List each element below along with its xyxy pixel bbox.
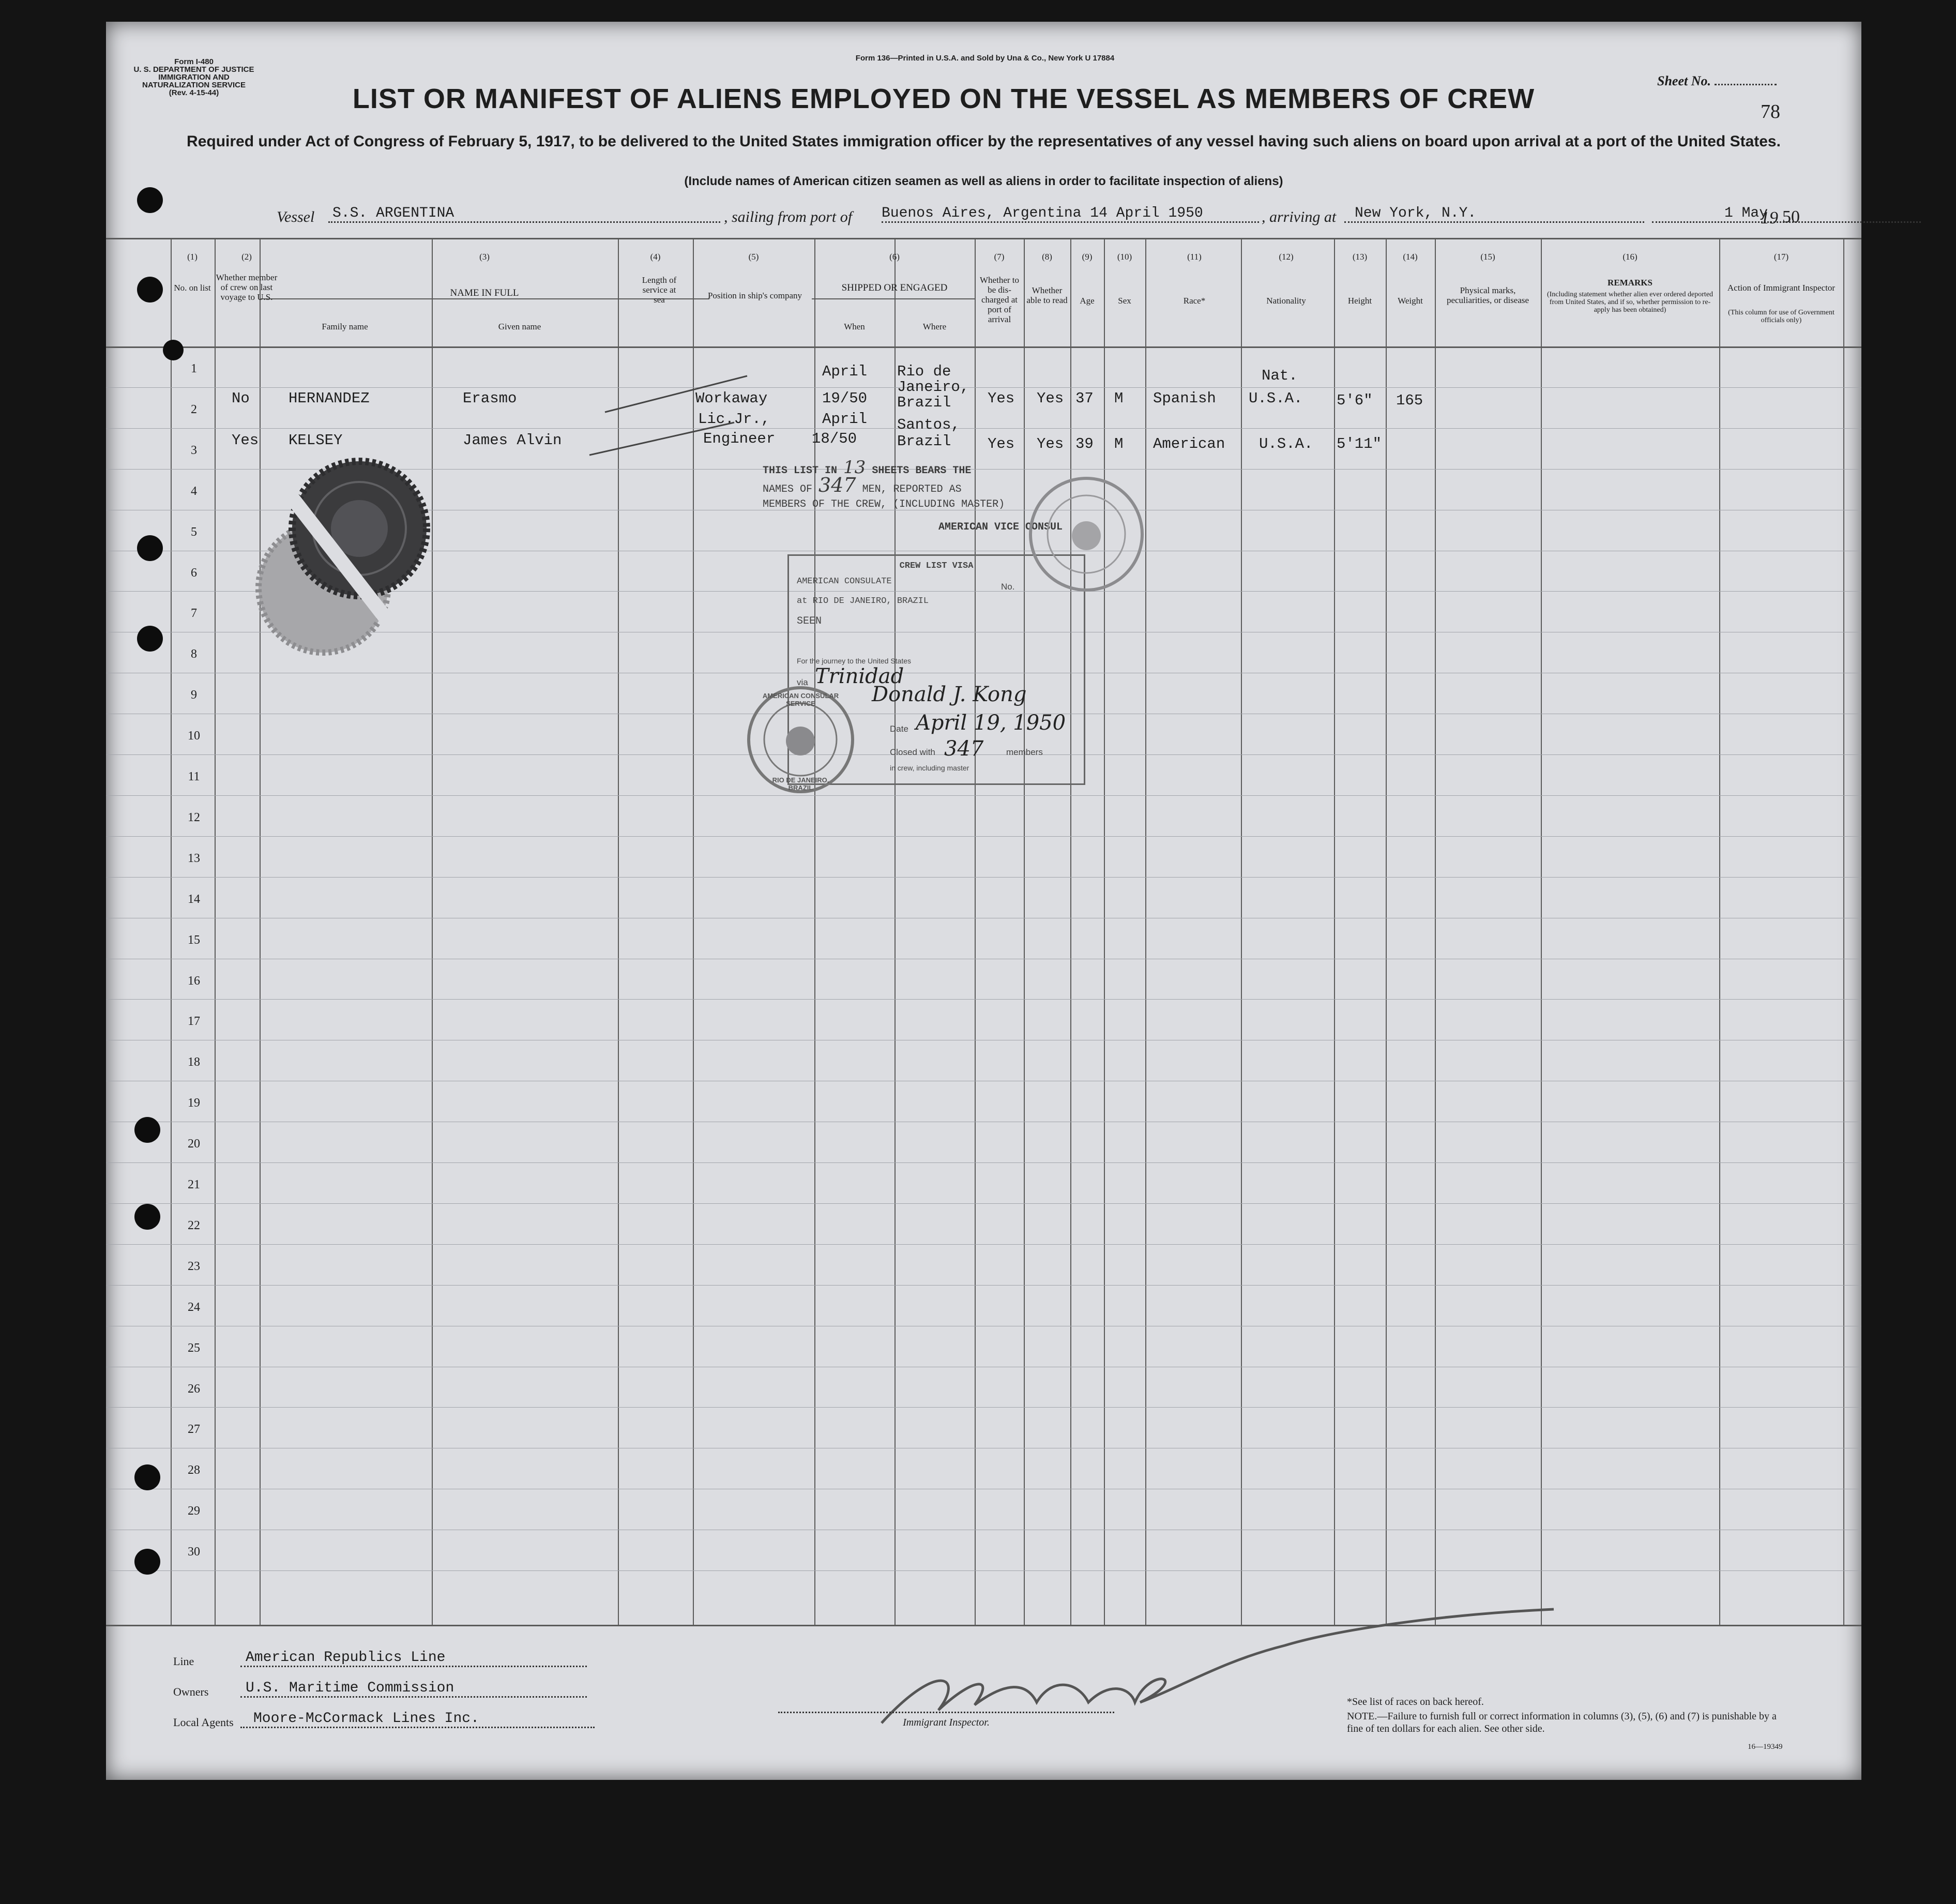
row-number: 1 xyxy=(191,362,197,375)
inspector-signature-line xyxy=(778,1712,1114,1713)
row-number: 28 xyxy=(188,1463,200,1477)
row-number: 25 xyxy=(188,1341,200,1355)
col-discharged-header: Whether to be dis-charged at port of arrival xyxy=(980,275,1019,324)
col-sex-header: Sex xyxy=(1118,296,1131,306)
row-number: 18 xyxy=(188,1055,200,1069)
col-name-header: NAME IN FULL xyxy=(450,288,519,298)
prev-voyage-cell: Yes xyxy=(232,432,259,449)
form-title: LIST OR MANIFEST OF ALIENS EMPLOYED ON THE VESSEL AS MEMBERS OF CREW xyxy=(352,83,1535,114)
col-remarks-subheader: (Including statement whether alien ever ordered deported from United States, and if so, whether permission to re-apply has been obtained) xyxy=(1546,291,1714,314)
col-where-header: Where xyxy=(922,322,947,331)
discharged-cell: Yes xyxy=(988,435,1015,452)
consular-seal-icon: AMERICAN CONSULAR SERVICE RIO DE JANEIRO, BRAZIL xyxy=(747,686,854,793)
col-previous-voyage-header: Whether member of crew on last voyage to U.S. xyxy=(216,273,278,302)
race-cell: Spanish xyxy=(1153,390,1216,407)
row-number: 29 xyxy=(188,1504,200,1518)
arrival-date: 1 May xyxy=(1652,205,1921,223)
visa-title: CREW LIST VISA xyxy=(899,561,974,571)
embossed-seal-icon xyxy=(220,454,447,660)
col-when-header: When xyxy=(844,322,865,331)
vessel-name: S.S. ARGENTINA xyxy=(328,205,720,223)
given-name-cell: Erasmo xyxy=(463,390,517,407)
revision: (Rev. 4-15-44) xyxy=(169,88,219,97)
family-name-cell: KELSEY xyxy=(289,432,343,449)
inspector-label: Immigrant Inspector. xyxy=(903,1717,990,1728)
sheets-count: 13 xyxy=(843,457,866,478)
col-weight-header: Weight xyxy=(1398,296,1423,306)
agents-value: Moore-McCormack Lines Inc. xyxy=(240,1711,595,1728)
col-read-header: Whether able to read xyxy=(1026,285,1068,305)
punch-hole-icon xyxy=(134,1464,160,1490)
sheet-number: 78 xyxy=(1761,101,1780,123)
visa-closed-count: 347 xyxy=(944,737,984,761)
col-family-name-header: Family name xyxy=(322,322,368,331)
age-cell: 39 xyxy=(1075,435,1094,452)
family-name-cell: HERNANDEZ xyxy=(289,390,370,407)
when-cell: April xyxy=(822,411,868,428)
row-number: 15 xyxy=(188,933,200,947)
col-shipped-header: SHIPPED OR ENGAGED xyxy=(841,282,948,293)
row-number: 5 xyxy=(191,525,197,539)
visa-via: Trinidad xyxy=(815,664,904,688)
row-number: 20 xyxy=(188,1137,200,1151)
vessel-label: Vessel xyxy=(277,208,315,225)
when-cell: April xyxy=(822,363,868,380)
races-note: *See list of races on back hereof. xyxy=(1347,1696,1484,1707)
crew-list-visa-stamp: CREW LIST VISA AMERICAN CONSULATE at RIO DE JANEIRO, BRAZIL No. SEEN For the journey to the United States via Trinidad Donald J. Kong Date April 19, 1950 Closed with 347 members in crew, including master xyxy=(787,554,1085,785)
row-number: 22 xyxy=(188,1219,200,1232)
agents-label: Local Agents xyxy=(173,1716,234,1729)
ditto-marks xyxy=(106,22,1861,1780)
col-action-subheader: (This column for use of Government officials only) xyxy=(1728,309,1834,324)
year-prefix: 19 xyxy=(1761,208,1778,228)
row-number: 14 xyxy=(188,893,200,906)
punch-hole-icon xyxy=(137,535,163,561)
col-given-name-header: Given name xyxy=(498,322,541,331)
row-number: 17 xyxy=(188,1015,200,1028)
row-number: 10 xyxy=(188,729,200,743)
form-number: Form I-480 xyxy=(174,57,214,66)
department: U. S. DEPARTMENT OF JUSTICE xyxy=(133,65,254,74)
year-suffix: 50 xyxy=(1782,207,1800,226)
where-cell: Rio de xyxy=(897,363,951,380)
punch-hole-icon xyxy=(134,1204,160,1230)
read-cell: Yes xyxy=(1037,435,1064,452)
col-nationality-header: Nationality xyxy=(1266,296,1306,306)
discharged-cell: Yes xyxy=(988,390,1015,407)
nationality-cell: Nat. xyxy=(1262,367,1298,384)
prev-voyage-cell: No xyxy=(232,390,250,407)
position-cell: Workaway xyxy=(695,390,768,407)
manifest-sheet: Form I-480 U. S. DEPARTMENT OF JUSTICE IMMIGRATION AND NATURALIZATION SERVICE (Rev. 4-15-44) Form 136—Printed in U.S.A. and Sold by Una & Co., New York U 17884 LIST OR MANIFEST OF ALIENS EMPLOYED ON THE VESSEL AS MEMBERS OF CREW Sheet No. 78 Required under Act of Congress of February 5, 1917, to be delivered to the United States immigration officer by the representatives of any vessel having such aliens on board upon arrival at a port of the United States. (Include names of American citizen seamen as well as aliens in order to facilitate inspection of aliens) Vessel S.S. ARGENTINA , sailing from port of Buenos Aires, Argentina 14 April 1950 , arriving at New York, N.Y. 1 May 19 50 (1) No. on list (2) Whether member of crew on last voyage to U.S. (3) NAME IN FULL Family name Given name (4) Length of service at sea (5) Position in ship's company (6) SHIPPED OR ENGAGED When Where (7) Whether to be dis-charged at port of arrival (8) Whether able to read (9) Age (10) Sex (11) Race* (12) Nationality (13) Height (14) Weight (15) Physical marks, peculiarities, or disease (16) REMARKS (Including statement whether alien ever ordered deported from United States, and if so, whether permission to re-apply has been obtained) (17) Action of Immigrant Inspector (This column for use of Government officials only) 1 2 3 4 5 6 7 8 9 10 11 12 13 14 15 16 17 18 19 20 21 22 23 24 25 26 27 28 29 30 No HERNANDEZ Erasmo Workaway April 19/50 Rio de Janeiro, Brazil Yes Yes 37 M Spanish Nat. U.S.A. 5'6" 165 Yes KELSEY James Alvin Lic.Jr., Engineer April 18/50 Santos, Brazil Yes Yes 39 M American U.S.A. 5'11" THIS LIST IN 13 SHEETS BEARS THE NAMES OF 347 MEN, REPORTED AS MEMBERS OF THE CREW, (INCLUDING MASTER) AMERICAN VICE CONSUL CREW LIST VISA AMERICAN CONSULATE at RIO DE JANEIRO, BRAZIL No. SEEN For the journey to the United States via Trinidad Donald J. Kong Date April 19, 1950 Closed with 347 members in crew, including master AMERICAN CONSULAR SERVICE RIO DE JANEIRO, BRAZIL Line American Republics Line Owners U.S. Maritime Commission Local Agents Moore-McCormack Lines Inc. Immigrant Inspector. *See list of races on back hereof. NOTE.—Failure to furnish full or correct information in columns (3), (5), (6) and (7) is punishable by a fine of ten dollars for each alien. See other side. 16—19349 xyxy=(106,22,1861,1780)
nationality-cell: U.S.A. xyxy=(1259,435,1313,452)
punch-hole-icon xyxy=(137,277,163,303)
age-cell: 37 xyxy=(1075,390,1094,407)
penalty-note: NOTE.—Failure to furnish full or correct information in columns (3), (5), (6) and (7) is punishable by a fine of ten dollars for each alien. See other side. xyxy=(1347,1711,1777,1734)
col-position-header: Position in ship's company xyxy=(707,291,802,300)
punch-hole-icon xyxy=(134,1117,160,1143)
row-number: 7 xyxy=(191,607,197,620)
weight-cell: 165 xyxy=(1396,392,1423,409)
sex-cell: M xyxy=(1114,390,1124,407)
row-number: 23 xyxy=(188,1260,200,1273)
crew-count-stamp: THIS LIST IN 13 SHEETS BEARS THE NAMES OF 347 MEN, REPORTED AS MEMBERS OF THE CREW, (INCLUDING MASTER) AMERICAN VICE CONSUL xyxy=(763,461,1228,534)
row-number: 30 xyxy=(188,1545,200,1559)
act-requirement: Required under Act of Congress of February 5, 1917, to be delivered to the United States immigration officer by the representatives of any vessel having such aliens on board upon arrival at a port of the United States. xyxy=(187,133,1781,150)
line-label: Line xyxy=(173,1655,194,1668)
row-number: 16 xyxy=(188,974,200,988)
form-code: 16—19349 xyxy=(1748,1743,1783,1751)
col-number-header: No. on list xyxy=(174,283,211,293)
height-cell: 5'11" xyxy=(1337,435,1382,452)
race-cell: American xyxy=(1153,435,1225,452)
arriving-at: New York, N.Y. xyxy=(1344,205,1644,223)
col-service-header: Length of service at sea xyxy=(642,275,677,305)
service: IMMIGRATION AND NATURALIZATION SERVICE xyxy=(142,73,246,89)
row-number: 26 xyxy=(188,1382,200,1396)
col-marks-header: Physical marks, peculiarities, or disease xyxy=(1446,285,1529,305)
col-remarks-header: REMARKS xyxy=(1608,278,1652,288)
row-number: 8 xyxy=(191,647,197,661)
vice-consul-label: AMERICAN VICE CONSUL xyxy=(938,521,1063,533)
row-number: 2 xyxy=(191,403,197,416)
row-number: 27 xyxy=(188,1423,200,1436)
sailing-label: , sailing from port of xyxy=(724,208,853,225)
punch-hole-icon xyxy=(163,340,184,360)
col-age-header: Age xyxy=(1080,296,1095,306)
where-cell: Santos, xyxy=(897,416,960,433)
include-note: (Include names of American citizen seamen as well as aliens in order to facilitate inspection of aliens) xyxy=(684,174,1283,188)
row-number: 6 xyxy=(191,566,197,580)
row-number: 12 xyxy=(188,811,200,824)
printer-line: Form 136—Printed in U.S.A. and Sold by Una & Co., New York U 17884 xyxy=(855,54,1115,63)
owners-label: Owners xyxy=(173,1685,209,1698)
row-number: 21 xyxy=(188,1178,200,1191)
row-number: 3 xyxy=(191,444,197,457)
sex-cell: M xyxy=(1114,435,1124,452)
consul-signature: Donald J. Kong xyxy=(872,683,1027,706)
position-cell: Lic.Jr., xyxy=(698,411,770,428)
col-height-header: Height xyxy=(1347,296,1372,306)
visa-date: April 19, 1950 xyxy=(916,711,1066,735)
faded-seal-icon xyxy=(1029,477,1144,592)
owners-value: U.S. Maritime Commission xyxy=(240,1680,587,1698)
read-cell: Yes xyxy=(1037,390,1064,407)
arriving-label: , arriving at xyxy=(1262,208,1337,225)
punch-hole-icon xyxy=(137,187,163,213)
row-number: 4 xyxy=(191,485,197,498)
row-number: 19 xyxy=(188,1096,200,1110)
height-cell: 5'6" xyxy=(1337,392,1373,409)
row-number: 11 xyxy=(188,770,200,783)
sheet-label: Sheet No. xyxy=(1657,73,1711,88)
men-count: 347 xyxy=(818,474,856,496)
col-race-header: Race* xyxy=(1183,296,1206,306)
row-number: 13 xyxy=(188,852,200,865)
given-name-cell: James Alvin xyxy=(463,432,562,449)
punch-hole-icon xyxy=(134,1549,160,1575)
punch-hole-icon xyxy=(137,626,163,652)
row-number: 24 xyxy=(188,1301,200,1314)
line-value: American Republics Line xyxy=(240,1650,587,1667)
row-number: 9 xyxy=(191,688,197,702)
sailing-from: Buenos Aires, Argentina 14 April 1950 xyxy=(882,205,1259,223)
col-action-header: Action of Immigrant Inspector xyxy=(1727,283,1836,293)
